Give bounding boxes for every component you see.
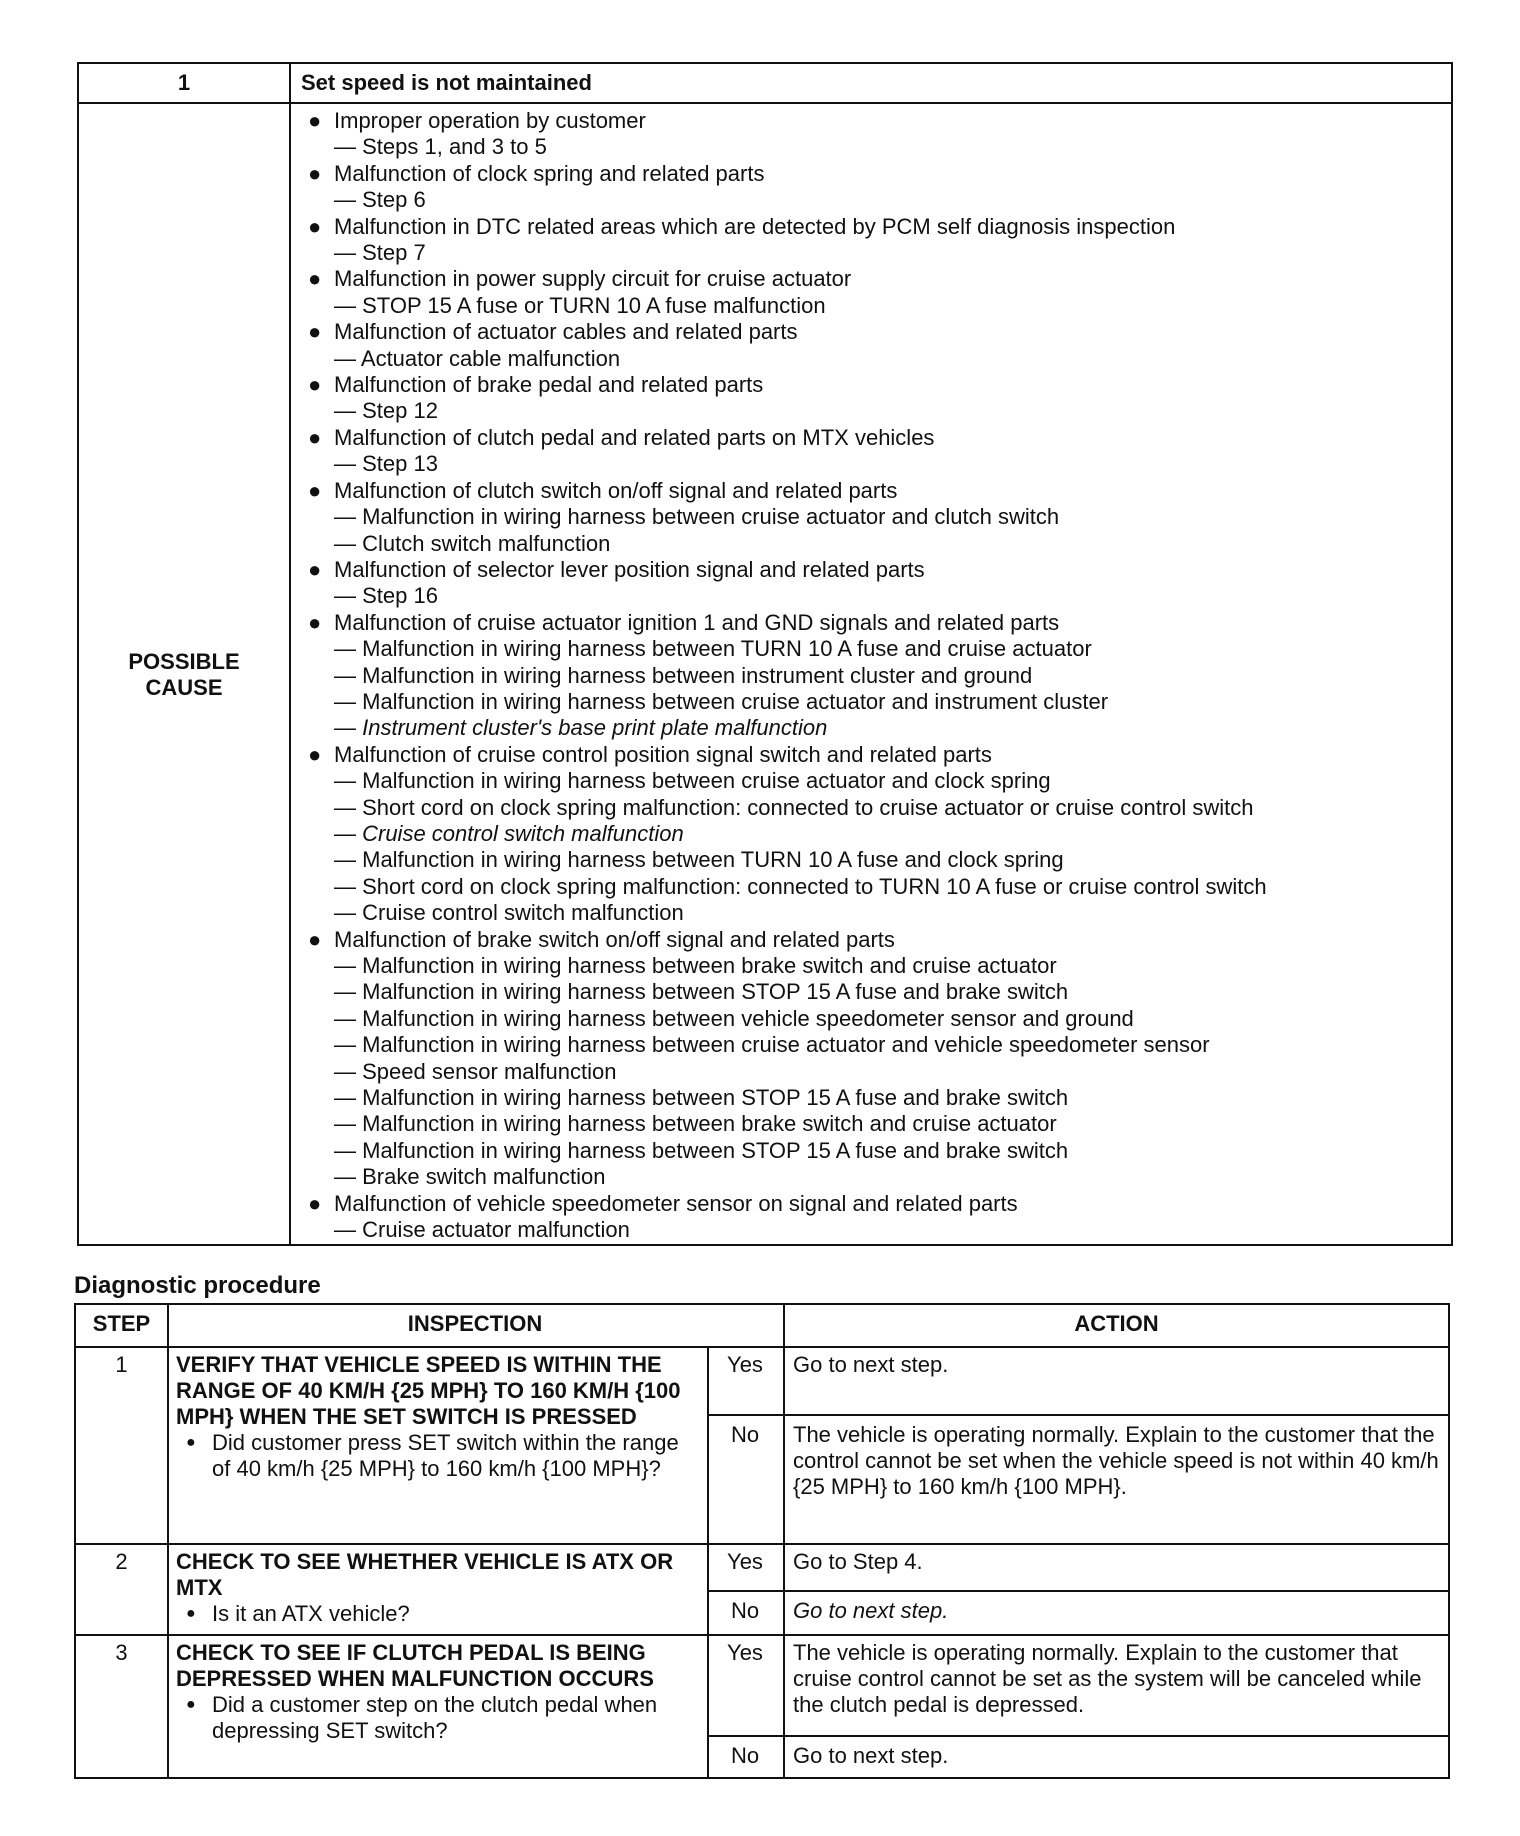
yes-label: Yes — [727, 1640, 763, 1665]
yes-action: Go to Step 4. — [793, 1549, 923, 1574]
cause-detail: — STOP 15 A fuse or TURN 10 A fuse malfunction — [334, 292, 826, 318]
cause-text: Malfunction of cruise control position signal switch and related parts — [334, 741, 992, 767]
step-number: 1 — [115, 1352, 128, 1377]
cause-text: Malfunction of clutch switch on/off signal and related parts — [334, 477, 898, 503]
cause-detail: — Malfunction in wiring harness between cruise actuator and vehicle speedometer sensor — [334, 1032, 1210, 1058]
column-divider — [167, 1305, 169, 1777]
yes-no-divider — [707, 1735, 1448, 1737]
no-action: Go to next step. — [793, 1743, 949, 1768]
cause-item — [304, 319, 1441, 372]
cause-detail: — Clutch switch malfunction — [334, 530, 611, 556]
cause-detail: — Malfunction in wiring harness between brake switch and cruise actuator — [334, 1111, 1057, 1137]
cause-text: Malfunction of brake switch on/off signal and related parts — [334, 926, 895, 952]
cause-text: Malfunction in DTC related areas which are detected by PCM self diagnosis inspection — [334, 213, 1176, 239]
cause-item — [304, 214, 1441, 267]
yes-no-divider — [707, 1590, 1448, 1592]
cause-item — [304, 1191, 1441, 1244]
cause-detail: — Step 12 — [334, 398, 438, 424]
cause-detail: — Malfunction in wiring harness between TURN 10 A fuse and cruise actuator — [334, 636, 1092, 662]
possible-cause-label: POSSIBLE CAUSE — [128, 649, 240, 700]
cause-item — [304, 108, 1441, 161]
bullet-icon: ● — [308, 372, 322, 398]
yes-action: The vehicle is operating normally. Explain to the customer that cruise control cannot be set as the system will be canceled while the clutch pedal is depressed. — [793, 1640, 1422, 1717]
header-inspection: INSPECTION — [407, 1311, 543, 1336]
cause-detail: — Step 13 — [334, 451, 438, 477]
cause-detail: — Malfunction in wiring harness between cruise actuator and instrument cluster — [334, 688, 1109, 714]
yes-action: Go to next step. — [793, 1352, 949, 1377]
yes-label: Yes — [727, 1549, 763, 1574]
inspection-question: ● Did a customer step on the clutch pedal when depressing SET switch? — [176, 1692, 701, 1744]
cause-text: Malfunction of brake pedal and related parts — [334, 372, 764, 398]
bullet-icon: ● — [308, 609, 322, 635]
cause-detail: — Step 6 — [334, 187, 426, 213]
cause-text: Malfunction of selector lever position signal and related parts — [334, 556, 925, 582]
no-action: Go to next step. — [793, 1598, 949, 1623]
cause-item — [304, 372, 1441, 425]
cause-detail: — Short cord on clock spring malfunction: connected to TURN 10 A fuse or cruise control switch — [334, 873, 1267, 899]
cause-item — [304, 478, 1441, 557]
cause-list — [304, 108, 1441, 1243]
no-action: The vehicle is operating normally. Explain to the customer that the control cannot be set when the vehicle speed is not within 40 km/h {25 MPH} to 160 km/h {100 MPH}. — [793, 1422, 1439, 1499]
step-inspection — [176, 1640, 701, 1744]
bullet-icon: ● — [308, 741, 322, 767]
cause-item — [304, 610, 1441, 742]
cause-detail: — Malfunction in wiring harness between instrument cluster and ground — [334, 662, 1033, 688]
cause-item — [304, 161, 1441, 214]
cause-detail: — Short cord on clock spring malfunction: connected to cruise actuator or cruise control switch — [334, 794, 1254, 820]
cause-detail: — Speed sensor malfunction — [334, 1058, 617, 1084]
cause-detail: — Malfunction in wiring harness between vehicle speedometer sensor and ground — [334, 1005, 1134, 1031]
cause-text: Malfunction of clock spring and related parts — [334, 160, 765, 186]
yes-no-divider — [707, 1414, 1448, 1416]
cause-detail: — Malfunction in wiring harness between brake switch and cruise actuator — [334, 953, 1057, 978]
header-action: ACTION — [1074, 1311, 1159, 1336]
cause-text: Malfunction of vehicle speedometer sensor on signal and related parts — [334, 1190, 1018, 1216]
bullet-icon: ● — [308, 477, 322, 503]
row-divider — [76, 1634, 1448, 1636]
step-number: 3 — [115, 1640, 128, 1665]
cause-item — [304, 425, 1441, 478]
diagnostic-procedure-table — [74, 1303, 1450, 1779]
cause-item — [304, 266, 1441, 319]
bullet-icon: ● — [308, 926, 322, 952]
cause-detail: — Malfunction in wiring harness between STOP 15 A fuse and brake switch — [334, 1085, 1069, 1111]
symptom-number: 1 — [177, 70, 191, 95]
bullet-icon: ● — [308, 424, 322, 450]
bullet-icon: ● — [308, 160, 322, 186]
cause-text: Malfunction in power supply circuit for cruise actuator — [334, 266, 852, 292]
column-divider — [289, 64, 291, 1244]
cause-text: Malfunction of actuator cables and related parts — [334, 319, 798, 345]
inspection-heading: VERIFY THAT VEHICLE SPEED IS WITHIN THE RANGE OF 40 KM/H {25 MPH} TO 160 KM/H {100 MPH} WHEN THE SET SWITCH IS PRESSED — [176, 1352, 681, 1429]
cause-item — [304, 557, 1441, 610]
inspection-question: ● Did customer press SET switch within the range of 40 km/h {25 MPH} to 160 km/h {100 MPH}? — [176, 1430, 701, 1482]
header-step: STEP — [92, 1311, 151, 1336]
cause-item — [304, 927, 1441, 1191]
section-title: Diagnostic procedure — [74, 1272, 321, 1299]
cause-text: Malfunction of clutch pedal and related parts on MTX vehicles — [334, 424, 935, 450]
cause-detail: — Step 16 — [334, 583, 438, 609]
row-divider — [76, 1346, 1448, 1348]
cause-detail: — Malfunction in wiring harness between STOP 15 A fuse and brake switch — [334, 979, 1069, 1005]
cause-detail: — Cruise control switch malfunction — [334, 820, 684, 846]
cause-detail: — Step 7 — [334, 240, 426, 266]
yes-label: Yes — [727, 1352, 763, 1377]
bullet-icon: ● — [308, 319, 322, 345]
cause-detail: — Brake switch malfunction — [334, 1164, 606, 1190]
cause-detail: — Malfunction in wiring harness between cruise actuator and clock spring — [334, 768, 1051, 794]
inspection-heading: CHECK TO SEE WHETHER VEHICLE IS ATX OR MTX — [176, 1549, 674, 1600]
bullet-icon: ● — [308, 108, 322, 133]
bullet-icon: ● — [308, 556, 322, 582]
cause-detail: — Malfunction in wiring harness between cruise actuator and clutch switch — [334, 504, 1060, 530]
bullet-icon: ● — [308, 1190, 322, 1216]
step-inspection — [176, 1352, 701, 1482]
cause-detail: — Malfunction in wiring harness between TURN 10 A fuse and clock spring — [334, 847, 1064, 873]
cause-detail: — Malfunction in wiring harness between STOP 15 A fuse and brake switch — [334, 1137, 1069, 1163]
cause-detail: — Cruise control switch malfunction — [334, 900, 684, 926]
inspection-question: ● Is it an ATX vehicle? — [176, 1601, 701, 1627]
possible-cause-table — [77, 62, 1453, 1246]
bullet-icon: ● — [308, 266, 322, 292]
no-label: No — [730, 1598, 760, 1623]
cause-detail: — Instrument cluster's base print plate malfunction — [334, 715, 828, 741]
symptom-title: Set speed is not maintained — [301, 70, 592, 95]
step-inspection — [176, 1549, 701, 1627]
no-label: No — [730, 1422, 760, 1447]
inspection-heading: CHECK TO SEE IF CLUTCH PEDAL IS BEING DEPRESSED WHEN MALFUNCTION OCCURS — [176, 1640, 654, 1691]
cause-detail: — Cruise actuator malfunction — [334, 1217, 630, 1243]
row-divider — [76, 1543, 1448, 1545]
step-number: 2 — [115, 1549, 128, 1574]
cause-item — [304, 742, 1441, 927]
bullet-icon: ● — [308, 213, 322, 239]
no-label: No — [730, 1743, 760, 1768]
column-divider — [783, 1305, 785, 1777]
cause-text: Improper operation by customer — [334, 108, 646, 133]
cause-detail: — Steps 1, and 3 to 5 — [334, 134, 547, 160]
cause-detail: — Actuator cable malfunction — [334, 345, 621, 371]
cause-text: Malfunction of cruise actuator ignition 1 and GND signals and related parts — [334, 609, 1060, 635]
